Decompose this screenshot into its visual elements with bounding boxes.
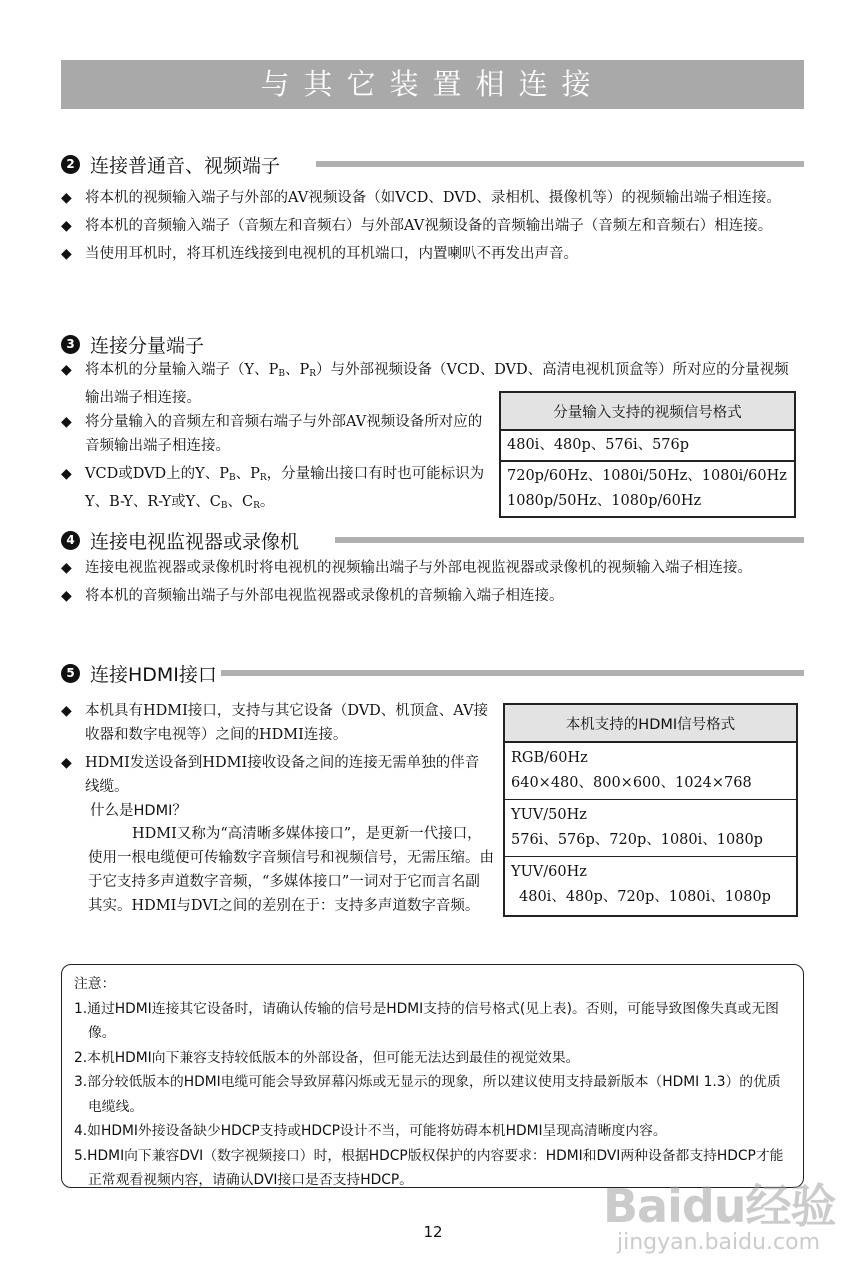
section-number-badge: 3	[61, 335, 80, 354]
list-item: ◆ 当使用耳机时，将耳机连线接到电视机的耳机端口，内置喇叭不再发出声音。	[61, 242, 806, 266]
section-4-heading	[61, 526, 299, 554]
table-header: 分量输入支持的视频信号格式	[500, 392, 795, 430]
hdmi-definition-title: 什么是HDMI？	[90, 803, 187, 819]
section-3-bullets	[61, 410, 489, 522]
section-5-heading	[61, 659, 217, 687]
table-row: 1080p/50Hz、1080p/60Hz	[500, 489, 795, 517]
section-5-bullets	[61, 699, 493, 803]
watermark	[603, 1170, 838, 1270]
page-title: 与其它装置相连接	[61, 60, 804, 109]
section-2-title: 连接普通音、视频端子	[90, 154, 281, 177]
table-row: 480i、480p、576i、576p	[500, 430, 795, 461]
list-item: ◆ 本机具有HDMI接口，支持与其它设备（DVD、机顶盒、AV接收器和数字电视等）之间的HDMI连接。	[61, 699, 493, 747]
list-item: ◆ 将本机的音频输出端子与外部电视监视器或录像机的音频输入端子相连接。	[61, 584, 796, 608]
table-row: RGB/60Hz	[511, 750, 588, 766]
list-item: ◆ HDMI发送设备到HDMI接收设备之间的连接无需单独的伴音线缆。	[61, 751, 493, 799]
watermark-logo: Baidu经验	[603, 1179, 836, 1233]
table-row: 576i、576p、720p、1080i、1080p	[504, 828, 797, 857]
section-4-bullets	[61, 556, 796, 612]
table-row: YUV/60Hz	[511, 864, 587, 880]
list-item: 5.HDMI向下兼容DVI（数字视频接口）时，根据HDCP版权保护的内容要求：HDMI和DVI两种设备都支持HDCP才能正常观看视频内容，请确认DVI接口是否支持HDCP。	[74, 1147, 784, 1188]
section-number-badge: 4	[61, 531, 80, 550]
section-3-title: 连接分量端子	[90, 334, 205, 357]
list-item: ◆ 将本机的分量输入端子（Y、$P_B$、$P_R$）与外部视频设备（VCD、DVD、高清电视机顶盒等）所对应的分量视频输出端子相连接。	[61, 358, 791, 410]
section-rule	[316, 161, 804, 167]
section-number-badge: 2	[61, 155, 80, 174]
list-item: 4.如HDMI外接设备缺少HDCP支持或HDCP设计不当，可能将妨碍本机HDMI呈现高清晰度内容。	[74, 1123, 667, 1139]
section-3-heading	[61, 330, 204, 358]
section-rule	[335, 537, 804, 543]
table-row: YUV/50Hz	[511, 807, 587, 823]
notes-list	[74, 997, 791, 1193]
table-row: 720p/60Hz、1080i/50Hz、1080i/60Hz	[507, 468, 787, 484]
list-item: ◆ 连接电视监视器或录像机时将电视机的视频输出端子与外部电视监视器或录像机的视频输入端子相连接。	[61, 556, 796, 580]
hdmi-definition-body: HDMI又称为“高清晰多媒体接口”，是更新一代接口，使用一根电缆便可传输数字音频信号和视频信号，无需压缩。由于它支持多声道数字音频，“多媒体接口”一词对于它而言名副其实。HDMI与DVI之间的差别在于：支持多声道数字音频。	[88, 826, 494, 914]
component-format-table	[499, 391, 796, 518]
hdmi-format-table	[503, 703, 798, 917]
list-item: ◆ 将分量输入的音频左和音频右端子与外部AV视频设备所对应的音频输出端子相连接。	[61, 410, 489, 458]
watermark-url: jingyan.baidu.com	[617, 1230, 821, 1255]
list-item: 3.部分较低版本的HDMI电缆可能会导致屏幕闪烁或无显示的现象，所以建议使用支持最新版本（HDMI 1.3）的优质电缆线。	[74, 1074, 781, 1115]
section-2-heading	[61, 150, 280, 178]
list-item: ◆ 将本机的视频输入端子与外部的AV视频设备（如VCD、DVD、录相机、摄像机等）的视频输出端子相连接。	[61, 186, 806, 210]
section-5-title: 连接HDMI接口	[90, 663, 217, 686]
list-item: ◆ VCD或DVD上的Y、$P_B$、$P_R$，分量输出接口有时也可能标识为Y、B-Y、R-Y或Y、$C_B$、$C_R$。	[61, 462, 489, 518]
table-row: 640×480、800×600、1024×768	[504, 771, 797, 800]
notes-box	[61, 964, 804, 1188]
page-number: 12	[423, 1223, 443, 1241]
list-item: ◆ 将本机的音频输入端子（音频左和音频右）与外部AV视频设备的音频输出端子（音频左和音频右）相连接。	[61, 214, 806, 238]
section-number-badge: 5	[61, 664, 80, 683]
section-2-bullets	[61, 186, 806, 270]
table-row: 480i、480p、720p、1080i、1080p	[519, 889, 771, 905]
section-rule	[221, 670, 804, 676]
notes-title: 注意：	[74, 976, 116, 992]
table-header: 本机支持的HDMI信号格式	[504, 704, 797, 742]
section-4-title: 连接电视监视器或录像机	[90, 530, 300, 553]
list-item: 1.通过HDMI连接其它设备时，请确认传输的信号是HDMI支持的信号格式(见上表)。否则，可能导致图像失真或无图像。	[74, 1000, 779, 1041]
list-item: 2.本机HDMI向下兼容支持较低版本的外部设备，但可能无法达到最佳的视觉效果。	[74, 1049, 580, 1066]
